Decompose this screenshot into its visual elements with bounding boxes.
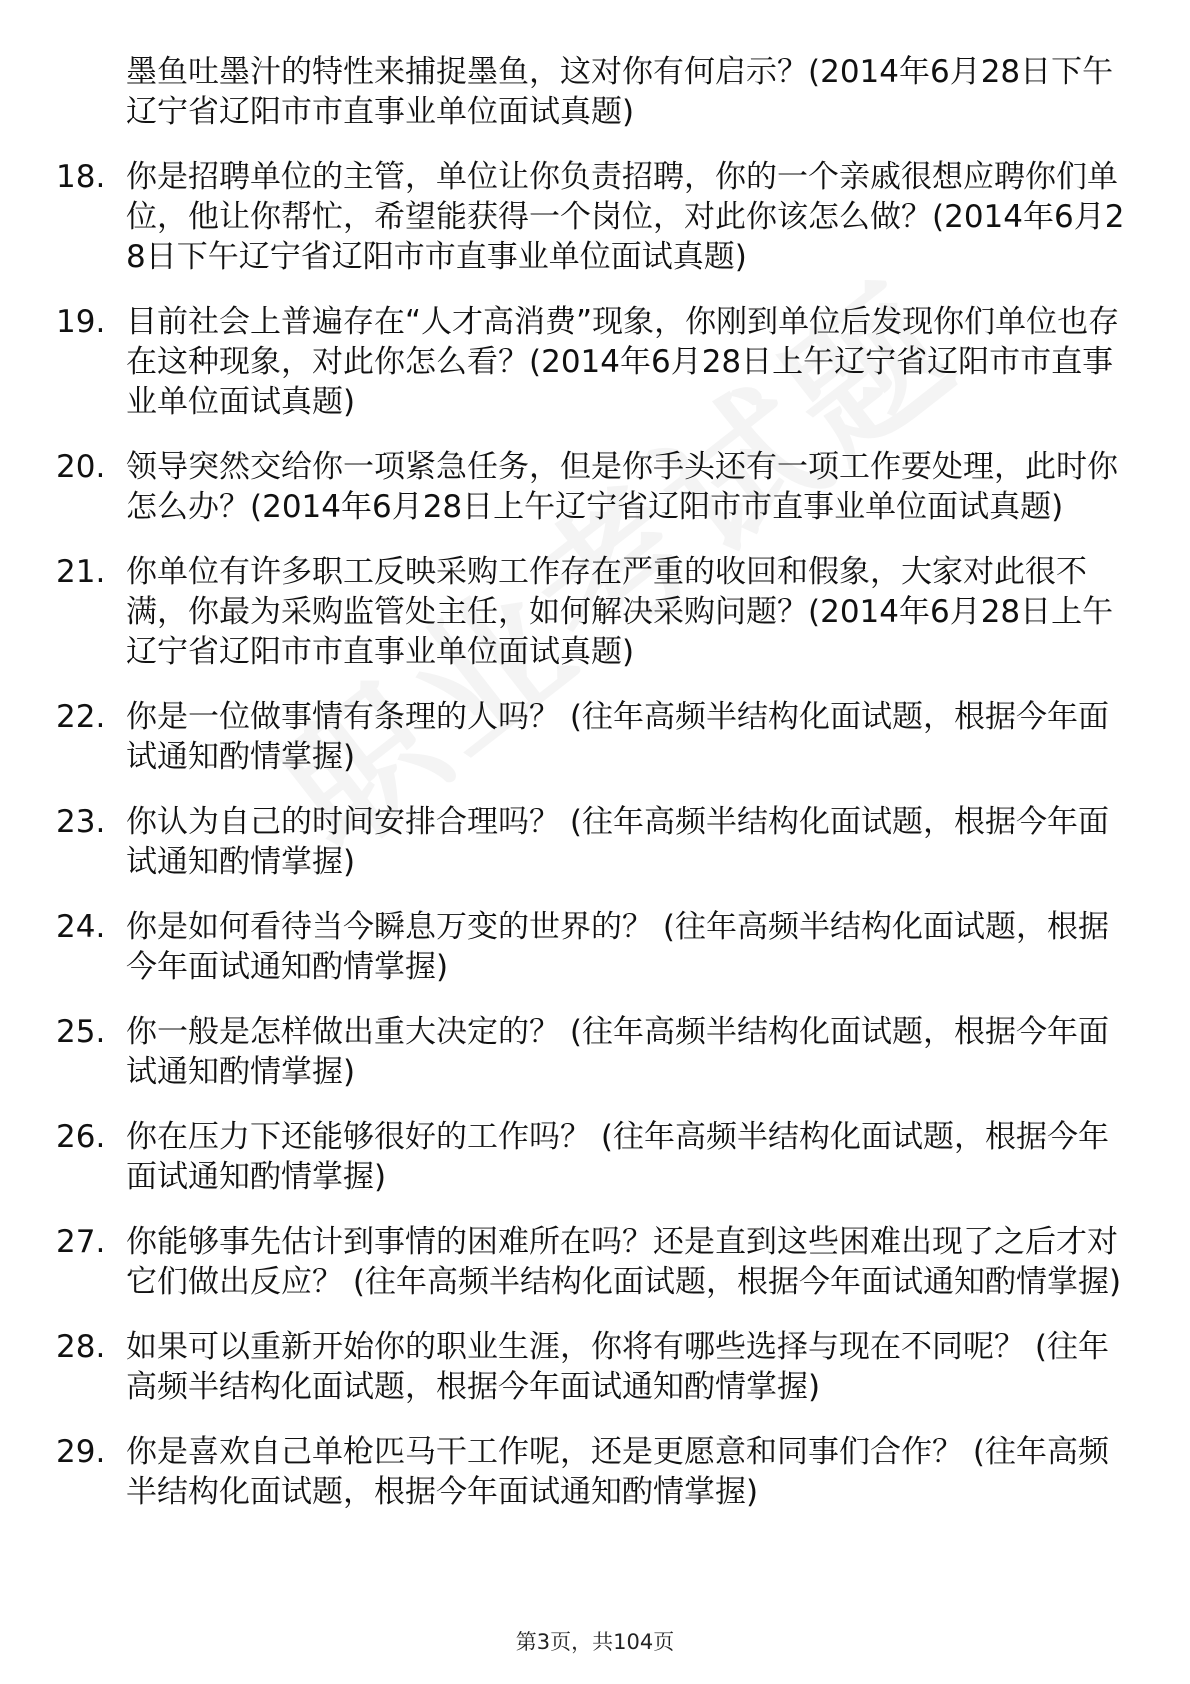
item-text: 目前社会上普遍存在“人才高消费”现象，你刚到单位后发现你们单位也存在这种现象，对此你怎么看？(2014年6月28日上午辽宁省辽阳市市直事业单位面试真题) xyxy=(126,304,1120,420)
item-number: 27. xyxy=(56,1224,106,1260)
list-item xyxy=(56,157,1136,277)
list-item xyxy=(56,697,1136,777)
item-text: 如果可以重新开始你的职业生涯，你将有哪些选择与现在不同呢？ (往年高频半结构化面试题，根据今年面试通知酌情掌握) xyxy=(126,1329,1109,1405)
list-item xyxy=(56,1222,1136,1302)
list-item xyxy=(56,52,1136,132)
item-text: 你是喜欢自己单枪匹马干工作呢，还是更愿意和同事们合作？ (往年高频半结构化面试题，根据今年面试通知酌情掌握) xyxy=(126,1434,1109,1510)
list-item xyxy=(56,1012,1136,1092)
item-number: 29. xyxy=(56,1434,106,1470)
item-number: 23. xyxy=(56,804,106,840)
item-number: 20. xyxy=(56,449,106,485)
item-text: 你是招聘单位的主管，单位让你负责招聘，你的一个亲戚很想应聘你们单位，他让你帮忙，希望能获得一个岗位，对此你该怎么做？(2014年6月28日下午辽宁省辽阳市市直事业单位面试真题) xyxy=(126,159,1125,275)
item-number: 24. xyxy=(56,909,106,945)
item-text: 你一般是怎样做出重大决定的？ (往年高频半结构化面试题，根据今年面试通知酌情掌握) xyxy=(126,1014,1109,1090)
item-number: 19. xyxy=(56,304,106,340)
page-number: 第3页，共104页 xyxy=(515,1630,675,1654)
item-number: 28. xyxy=(56,1329,106,1365)
item-text: 你单位有许多职工反映采购工作存在严重的收回和假象，大家对此很不满，你最为采购监管处主任，如何解决采购问题？(2014年6月28日上午辽宁省辽阳市市直事业单位面试真题) xyxy=(126,554,1114,670)
list-item xyxy=(56,802,1136,882)
item-number: 21. xyxy=(56,554,106,590)
item-text: 你是如何看待当今瞬息万变的世界的？ (往年高频半结构化面试题，根据今年面试通知酌情掌握) xyxy=(126,909,1109,985)
list-item xyxy=(56,302,1136,422)
question-list xyxy=(56,52,1136,1537)
list-item xyxy=(56,552,1136,672)
item-number: 22. xyxy=(56,699,106,735)
list-item xyxy=(56,1327,1136,1407)
item-text: 领导突然交给你一项紧急任务，但是你手头还有一项工作要处理，此时你怎么办？(2014年6月28日上午辽宁省辽阳市市直事业单位面试真题) xyxy=(126,449,1118,525)
list-item xyxy=(56,447,1136,527)
item-text: 你能够事先估计到事情的困难所在吗？还是直到这些困难出现了之后才对它们做出反应？ (往年高频半结构化面试题，根据今年面试通知酌情掌握) xyxy=(126,1224,1122,1300)
item-number: 26. xyxy=(56,1119,106,1155)
item-text: 墨鱼吐墨汁的特性来捕捉墨鱼，这对你有何启示？(2014年6月28日下午辽宁省辽阳市市直事业单位面试真题) xyxy=(126,54,1114,130)
item-number: 25. xyxy=(56,1014,106,1050)
list-item xyxy=(56,907,1136,987)
list-item xyxy=(56,1432,1136,1512)
item-text: 你在压力下还能够很好的工作吗？ (往年高频半结构化面试题，根据今年面试通知酌情掌握) xyxy=(126,1119,1109,1195)
item-number: 18. xyxy=(56,159,106,195)
item-text: 你是一位做事情有条理的人吗？ (往年高频半结构化面试题，根据今年面试通知酌情掌握) xyxy=(126,699,1109,775)
item-text: 你认为自己的时间安排合理吗？ (往年高频半结构化面试题，根据今年面试通知酌情掌握) xyxy=(126,804,1109,880)
list-item xyxy=(56,1117,1136,1197)
